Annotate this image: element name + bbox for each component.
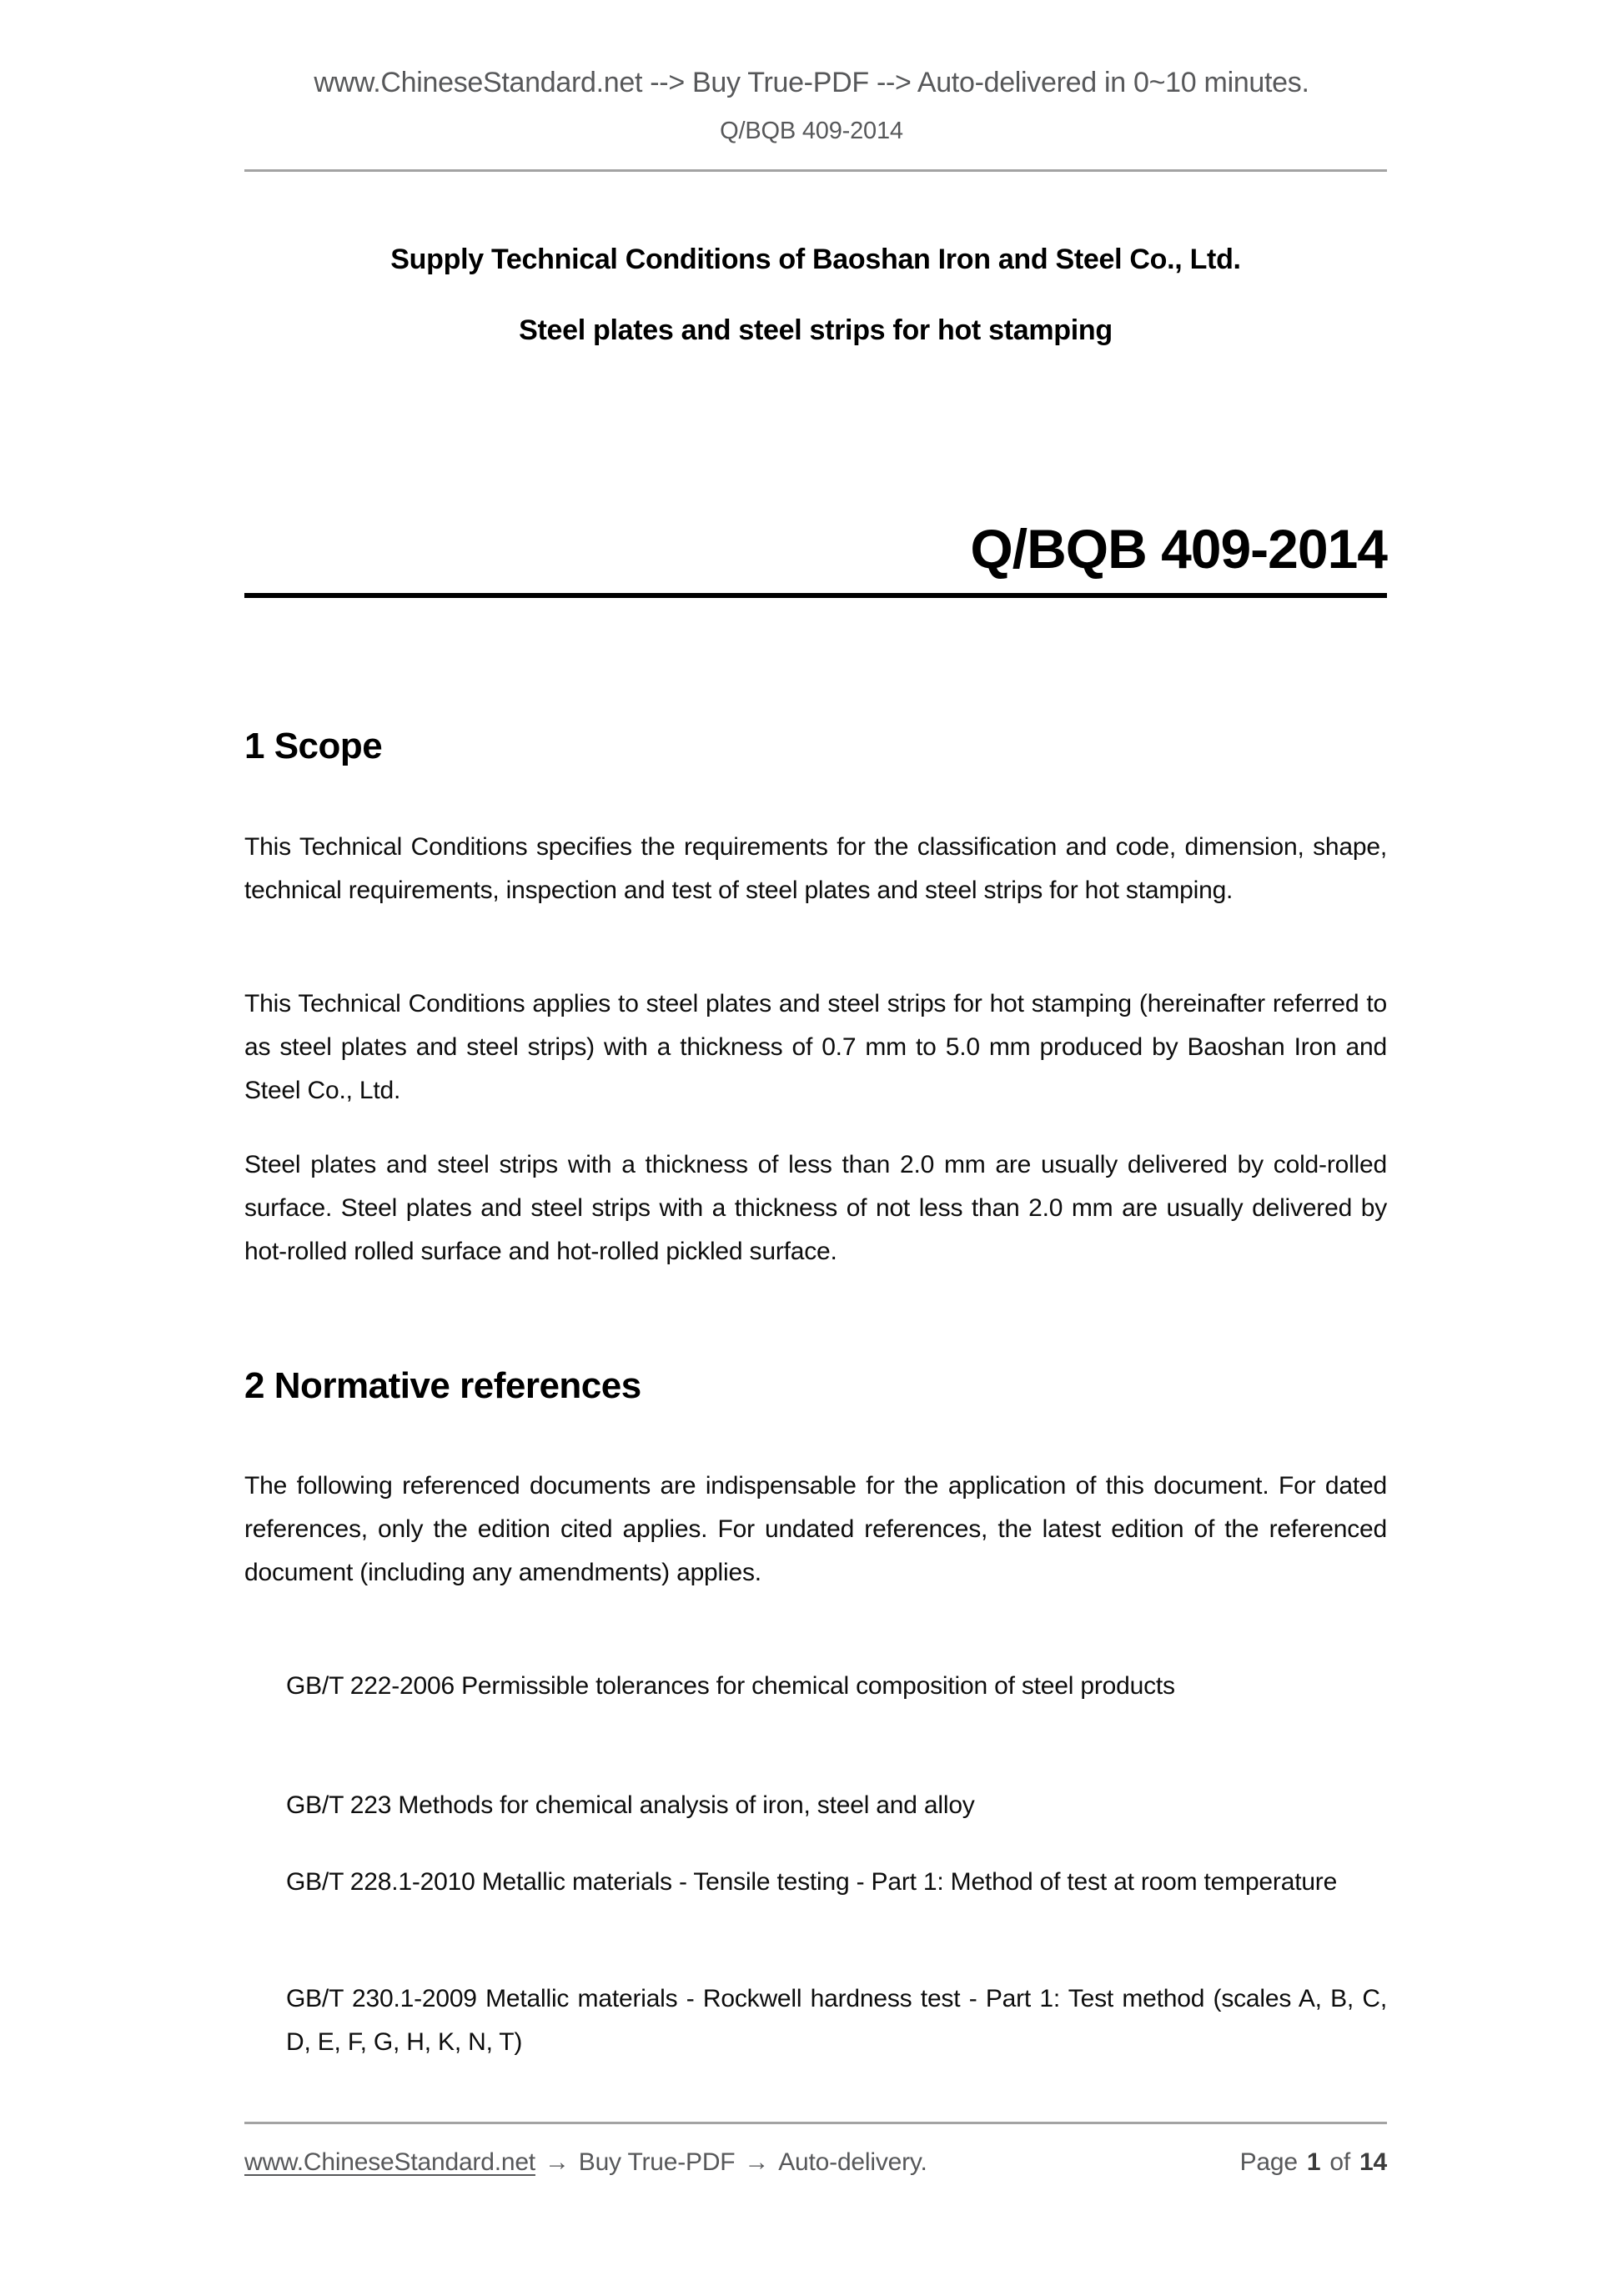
arrow-right-icon: → [544,2148,570,2176]
doc-subtitle: Steel plates and steel strips for hot stamping [519,314,1113,346]
header-doc-code: Q/BQB 409-2014 [720,118,903,144]
page-footer [244,2148,1387,2177]
reference-item: GB/T 228.1-2010 Metallic materials - Tensile testing - Part 1: Method of test at room temperature [286,1868,1338,1896]
title-divider [244,593,1387,598]
scope-paragraph-1: This Technical Conditions specifies the requirements for the classification and code, dimension, shape, technical requirements, inspection and test of steel plates and steel strips for hot stamping. [244,833,1387,904]
arrow-right-icon: → [744,2148,770,2176]
reference-item: GB/T 223 Methods for chemical analysis of iron, steel and alloy [286,1791,975,1819]
header-note: www.ChineseStandard.net --> Buy True-PDF --> Auto-delivered in 0~10 minutes. [314,67,1309,98]
section-heading-scope: 1 Scope [244,726,383,766]
scope-paragraph-3: Steel plates and steel strips with a thickness of less than 2.0 mm are usually delivered by cold-rolled surface. Steel plates and steel strips with a thickness of not less than 2.0 mm are usually delivered by hot-rolled rolled surface and hot-rolled pickled surface. [244,1151,1387,1265]
of-label: of [1329,2148,1351,2176]
footer-delivery-label: Auto-delivery. [778,2148,927,2176]
standard-code: Q/BQB 409-2014 [970,518,1387,580]
header-divider [244,169,1387,172]
normative-intro-paragraph: The following referenced documents are indispensable for the application of this document. For dated references, only the edition cited applies. For undated references, the latest edition of the referenced document (including any amendments) applies. [244,1472,1387,1586]
footer-divider [244,2122,1387,2124]
section-heading-normative-references: 2 Normative references [244,1365,641,1406]
doc-title: Supply Technical Conditions of Baoshan Iron and Steel Co., Ltd. [390,244,1241,275]
footer-buy-label: Buy True-PDF [578,2148,736,2176]
reference-item: GB/T 222-2006 Permissible tolerances for chemical composition of steel products [286,1672,1175,1700]
page-total: 14 [1359,2148,1387,2176]
footer-left [244,2148,927,2177]
reference-item: GB/T 230.1-2009 Metallic materials - Rockwell hardness test - Part 1: Test method (scales A, B, C, D, E, F, G, H, K, N, T) [286,1985,1387,2056]
footer-page-indicator [1240,2148,1387,2177]
footer-site-link[interactable]: www.ChineseStandard.net [244,2148,535,2176]
scope-paragraph-2: This Technical Conditions applies to steel plates and steel strips for hot stamping (hereinafter referred to as steel plates and steel strips) with a thickness of 0.7 mm to 5.0 mm produced by Baoshan Iron and Steel Co., Ltd. [244,990,1387,1104]
page-label: Page [1239,2148,1298,2176]
page-current: 1 [1306,2148,1321,2176]
